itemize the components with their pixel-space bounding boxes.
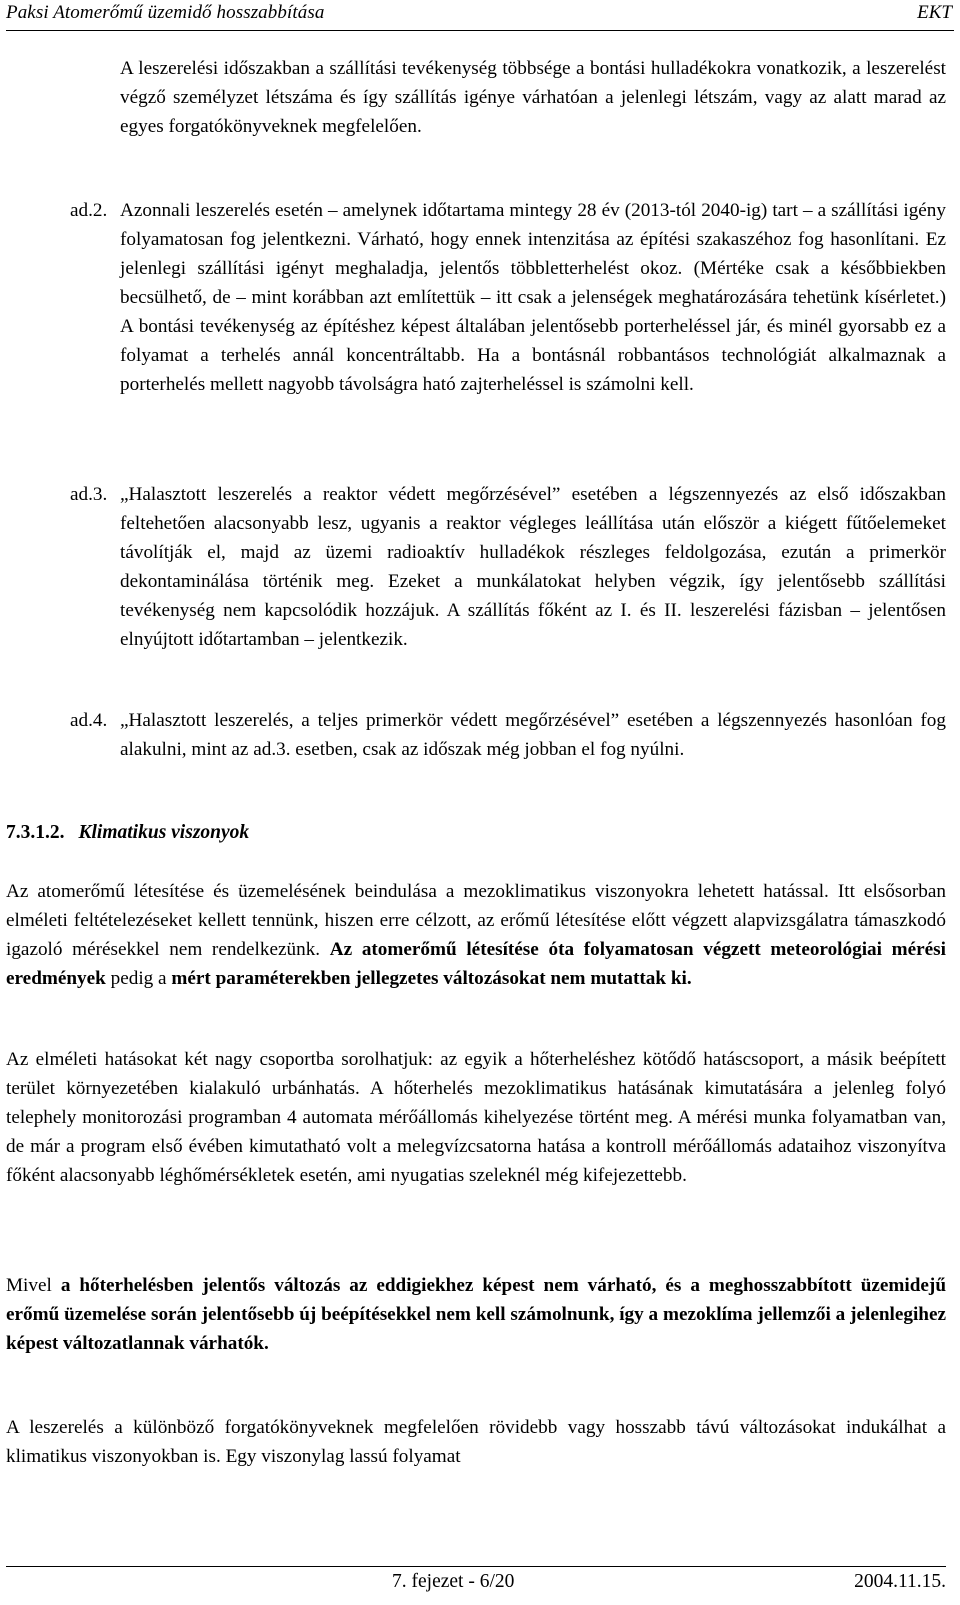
p1-mid: pedig a bbox=[105, 968, 172, 989]
intro-paragraph: A leszerelési időszakban a szállítási tevékenység többsége a bontási hulladékokra vonatkozik, a leszerelést végző személyzet létszáma és így szállítás igénye várhatóan a jelenlegi létszám, vagy az alatt marad az egyes forgatókönyveknek megfelelően. bbox=[120, 58, 946, 137]
ad2-paragraph: Azonnali leszerelés esetén – amelynek időtartama mintegy 28 év (2013-tól 2040-ig) tart – a szállítási igény folyamatosan fog jelentkezni. Várható, hogy ennek intenzitása az építési szakaszéhoz fog hasonlítani. Ez jelenlegi szállítási igényt meghaladja, jelentős többletterhelést okoz. (Mértéke csak a későbbiekben becsülhető, de – mint korábban azt említettük – itt csak a jelenségek meghatározására tehetünk kísérletet.) A bontási tevékenység az építéshez képest általában jelentősebb porterheléssel jár, és minél gyorsabb ez a folyamat a terhelés annál koncentráltabb. Ha a bontásnál robbantásos technológiát alkalmaznak a porterhelés mellett nagyobb távolságra ható zajterheléssel is számolni kell. bbox=[120, 200, 946, 395]
paragraph-1 bbox=[6, 877, 946, 993]
ad4-block bbox=[70, 706, 946, 764]
page-header bbox=[6, 0, 954, 31]
p3-bold: a hőterhelésben jelentős változás az eddigiekhez képest nem várható, és a meghosszabbított üzemidejű erőmű üzemelése során jelentősebb új beépítésekkel nem kell számolnunk, így a mezoklíma jellemzői a jelenlegihez képest változatlannak várhatók. bbox=[6, 1275, 946, 1354]
section-heading bbox=[6, 818, 249, 847]
paragraph-3 bbox=[6, 1271, 946, 1358]
footer-page-number: 7. fejezet - 6/20 bbox=[392, 1571, 515, 1592]
ad2-label: ad.2. bbox=[70, 200, 108, 221]
p1-bold-1: Az atomerőmű létesítése óta folyamatosan végzett meteorológiai mérési eredmények bbox=[6, 939, 946, 989]
paragraph-2 bbox=[6, 1045, 946, 1190]
section-title: Klimatikus viszonyok bbox=[78, 822, 250, 843]
p3-lead: Mivel bbox=[6, 1275, 61, 1296]
p4-text: A leszerelés a különböző forgatókönyveknek megfelelően rövidebb vagy hosszabb távú változásokat indukálhat a klimatikus viszonyokban is. Egy viszonylag lassú folyamat bbox=[6, 1417, 946, 1467]
header-org: EKT bbox=[917, 2, 952, 23]
p1-bold-2: mért paraméterekben jellegzetes változásokat nem mutattak ki. bbox=[171, 968, 692, 989]
intro-block bbox=[70, 54, 946, 141]
p1-text: Az atomerőmű létesítése és üzemelésének beindulása a mezoklimatikus viszonyokra lehetett hatással. Itt elsősorban elméleti feltételezéseket kellett tennünk, hiszen erre célzott, az erőmű létesítése előtt végzett alapvizsgálatra támaszkodó igazoló mérésekkel nem rendelkezünk. bbox=[6, 881, 946, 960]
footer-date: 2004.11.15. bbox=[854, 1571, 946, 1592]
section-number: 7.3.1.2. bbox=[6, 822, 65, 843]
ad3-block bbox=[70, 480, 946, 654]
ad3-paragraph: „Halasztott leszerelés a reaktor védett megőrzésével” esetében a légszennyezés az első időszakban feltehetően alacsonyabb lesz, ugyanis a reaktor végleges leállítása után először a kiégett fűtőelemeket távolítják el, majd az üzemi radioaktív hulladékok részleges feldolgozása, ezután a primerkör dekontaminálása történik meg. Ezeket a munkálatokat helyben végzik, így jelentősebb szállítási tevékenység nem kapcsolódik hozzájuk. A szállítás főként az I. és II. leszerelési fázisban – jelentősen elnyújtott időtartamban – jelentkezik. bbox=[120, 484, 946, 650]
ad3-label: ad.3. bbox=[70, 484, 108, 505]
header-title: Paksi Atomerőmű üzemidő hosszabbítása bbox=[6, 2, 325, 23]
ad2-block bbox=[70, 196, 946, 399]
p2-text: Az elméleti hatásokat két nagy csoportba sorolhatjuk: az egyik a hőterheléshez kötődő hatáscsoport, a másik beépített terület környezetében kialakuló urbánhatás. A hőterhelés mezoklimatikus hatásának kimutatására a jelenleg folyó telephely monitorozási programban 4 automata mérőállomás kihelyezése történt meg. A mérési munka folyamatban van, de már a program első évében kimutatható volt a melegvízcsatorna hatása a kontroll mérőállomás adataihoz viszonyítva főként alacsonyabb léghőmérsékletek esetén, ami nyugatias szeleknél még kifejezettebb. bbox=[6, 1049, 946, 1186]
ad4-label: ad.4. bbox=[70, 710, 108, 731]
ad4-paragraph: „Halasztott leszerelés, a teljes primerkör védett megőrzésével” esetében a légszennyezés hasonlóan fog alakulni, mint az ad.3. esetben, csak az időszak még jobban el fog nyúlni. bbox=[120, 710, 946, 760]
paragraph-4 bbox=[6, 1413, 946, 1471]
footer-divider bbox=[6, 1566, 946, 1567]
